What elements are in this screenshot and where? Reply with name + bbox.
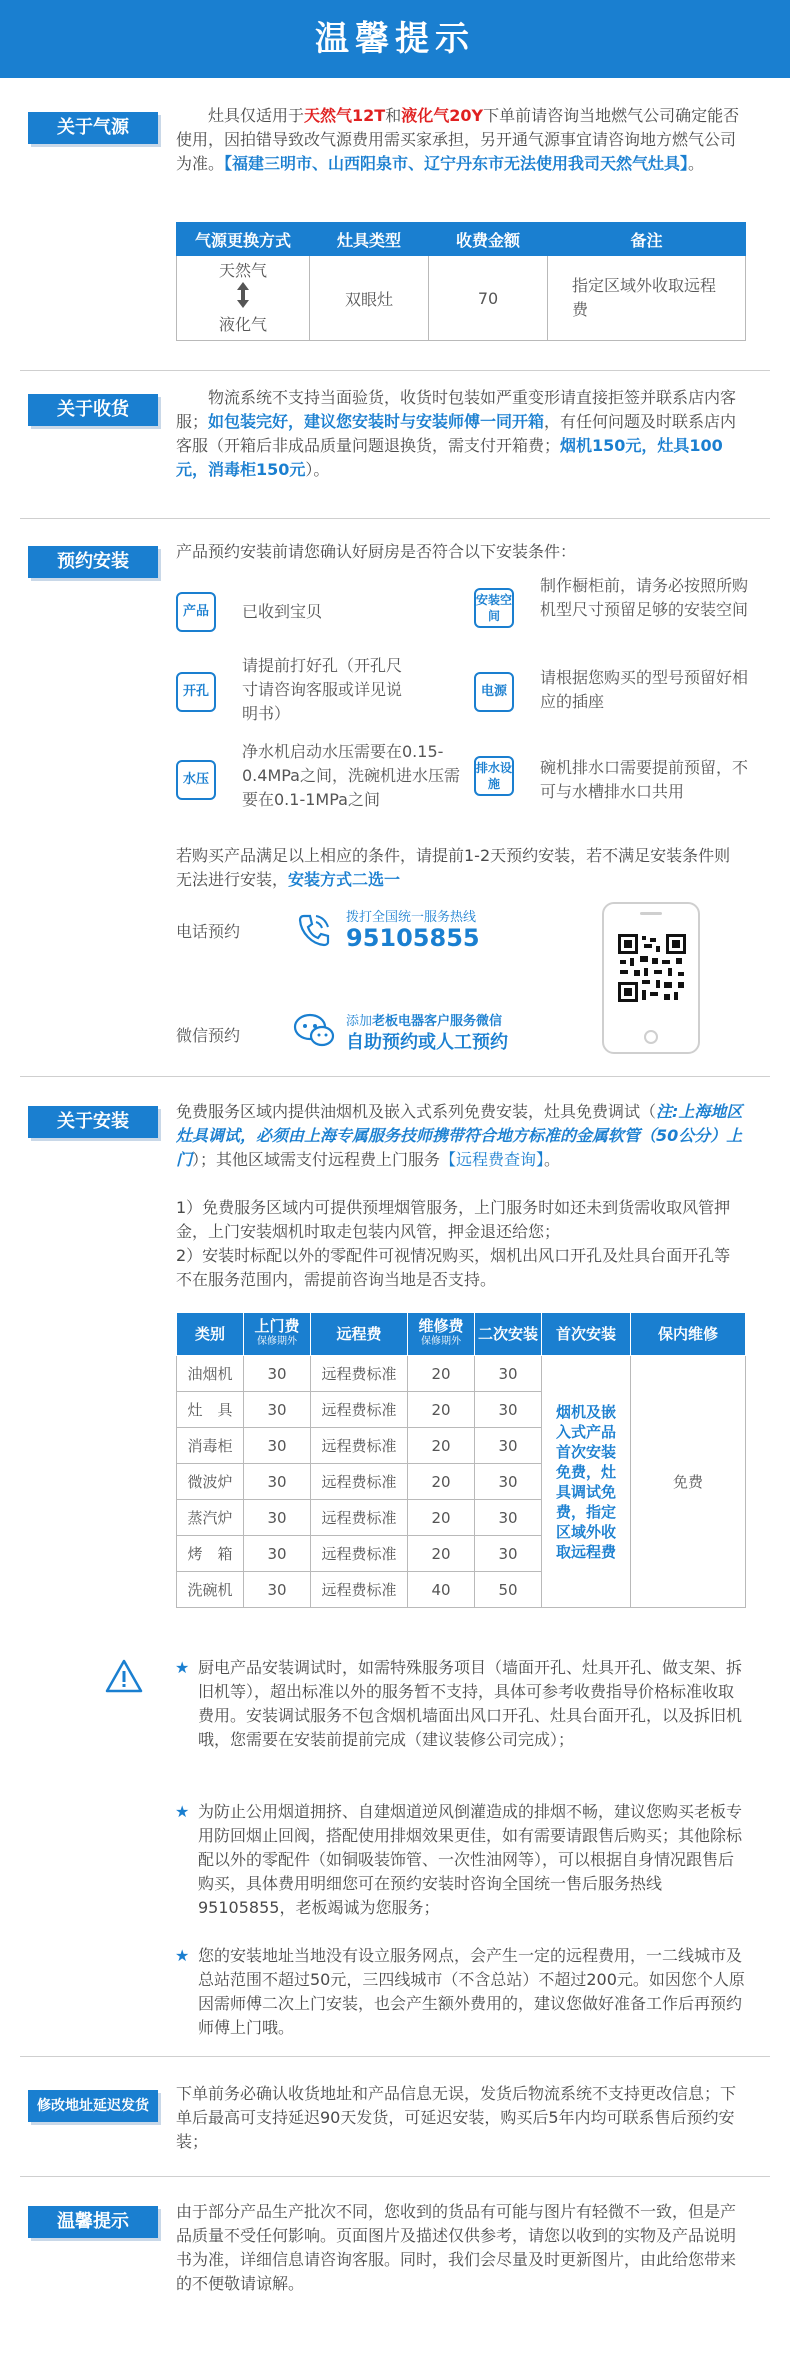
table-cell: 20 — [408, 1500, 475, 1536]
reminder-paragraph: 由于部分产品生产批次不同，您收到的货品有可能与图片有轻微不一致，但是产品质量不受任何影响。页面图片及描述仅供参考，请您以收到的实物及产品说明书为准，详细信息请咨询客服。同时，我们会尽量及时更新图片，由此给您带来的不便敬请谅解。 — [176, 2202, 737, 2293]
remote-fee-link[interactable]: 【远程费查询】 — [440, 1150, 545, 1169]
table-cell: 40 — [408, 1572, 475, 1608]
section-divider — [20, 1076, 770, 1077]
table-cell: 30 — [475, 1500, 542, 1536]
section-divider — [20, 370, 770, 371]
speaker-bar — [640, 912, 662, 915]
phone-hint: 拨打全国统一服务热线 — [346, 910, 477, 925]
warning-icon — [104, 1658, 144, 1694]
phone-number[interactable]: 95105855 — [346, 924, 480, 952]
qr-code-icon — [616, 932, 688, 1004]
table-row — [177, 1356, 746, 1392]
phone-icon — [294, 910, 334, 950]
phone-mockup — [602, 902, 700, 1054]
table-cell: 30 — [244, 1572, 311, 1608]
table-cell: 油烟机 — [177, 1356, 244, 1392]
wechat-hint: 添加老板电器客户服务微信 — [346, 1014, 503, 1029]
table-cell: 灶 具 — [177, 1392, 244, 1428]
table-cell: 30 — [244, 1392, 311, 1428]
drilling-icon: 开孔 — [176, 672, 216, 712]
gas-paragraph: 灶具仅适用于天然气12T和液化气20Y下单前请咨询当地燃气公司确定能否使用，因拍错导致改气源费用需买家承担，另开通气源事宜请咨询地方燃气公司为准。【福建三明市、山西阳泉市、辽宁丹东市无法使用我司天然气灶具】。 — [176, 106, 740, 173]
water-pressure-icon: 水压 — [176, 760, 216, 800]
table-cell: 远程费标准 — [311, 1356, 408, 1392]
table-cell: 30 — [244, 1500, 311, 1536]
table-cell: 指定区域外收取远程费 — [548, 256, 746, 341]
address-paragraph: 下单前务必确认收货地址和产品信息无误，发货后物流系统不支持更改信息；下单后最高可支持延迟90天发货，可延迟安装，购买后5年内均可联系售后预约安装； — [176, 2084, 737, 2151]
power-icon: 电源 — [474, 672, 514, 712]
table-header: 收费金额 — [429, 223, 548, 256]
wechat-booking-label: 微信预约 — [176, 1026, 241, 1045]
table-cell: 30 — [244, 1464, 311, 1500]
table-cell: 远程费标准 — [311, 1500, 408, 1536]
address-section-tag: 修改地址延迟发货 — [28, 2090, 158, 2122]
reminder-section-tag: 温馨提示 — [28, 2206, 158, 2238]
table-cell: 30 — [244, 1536, 311, 1572]
table-cell: 20 — [408, 1356, 475, 1392]
table-header: 上门费 保修期外 — [244, 1313, 311, 1356]
booking-note: 若购买产品满足以上相应的条件，请提前1-2天预约安装，若不满足安装条件则无法进行安装，安装方式二选一 — [176, 846, 731, 889]
install-note-1: 厨电产品安装调试时，如需特殊服务项目（墙面开孔、灶具开孔、做支架、拆旧机等），超出标准以外的服务暂不支持，具体可参考收费指导价格标准收取费用。安装调试服务不包含烟机墙面出风口开孔、灶具台面开孔，以及拆旧机哦，您需要在安装前提前完成（建议装修公司完成）； — [198, 1658, 743, 1749]
table-cell: 20 — [408, 1428, 475, 1464]
table-cell: 30 — [244, 1356, 311, 1392]
receive-paragraph: 物流系统不支持当面验货，收货时包装如严重变形请直接拒签并联系店内客服；如包装完好，建议您安装时与安装师傅一同开箱，有任何问题及时联系店内客服（开箱后非成品质量问题退换货，需支付开箱费；烟机150元，灶具100元，消毒柜150元）。 — [176, 388, 737, 479]
table-cell: 30 — [244, 1428, 311, 1464]
up-down-arrow-icon — [236, 282, 250, 308]
condition-text: 请提前打好孔（开孔尺寸请咨询客服或详见说明书） — [242, 656, 403, 723]
condition-text: 碗机排水口需要提前预留，不可与水槽排水口共用 — [540, 758, 749, 801]
table-cell: 20 — [408, 1392, 475, 1428]
table-cell: 洗碗机 — [177, 1572, 244, 1608]
wechat-main: 自助预约或人工预约 — [346, 1032, 508, 1053]
table-header: 备注 — [548, 223, 746, 256]
table-header: 维修费 保修期外 — [408, 1313, 475, 1356]
section-divider — [20, 2056, 770, 2057]
table-cell: 远程费标准 — [311, 1428, 408, 1464]
phone-booking-label: 电话预约 — [176, 922, 241, 941]
table-cell: 30 — [475, 1428, 542, 1464]
first-install-cell: 烟机及嵌入式产品首次安装免费，灶具调试免费，指定区域外收取远程费 — [542, 1356, 631, 1608]
table-cell: 消毒柜 — [177, 1428, 244, 1464]
table-header: 远程费 — [311, 1313, 408, 1356]
table-cell: 蒸汽炉 — [177, 1500, 244, 1536]
table-header: 保内维修 — [631, 1313, 746, 1356]
condition-text: 净水机启动水压需要在0.15-0.4MPa之间，洗碗机进水压需要在0.1-1MPa之间 — [242, 742, 460, 809]
page-title: 温馨提示 — [0, 0, 790, 78]
table-header: 气源更换方式 — [177, 223, 310, 256]
star-bullet: ★ — [175, 1802, 190, 1821]
table-cell: 30 — [475, 1464, 542, 1500]
install-paragraph-1: 免费服务区域内提供油烟机及嵌入式系列免费安装，灶具免费调试（注:上海地区灶具调试，必须由上海专属服务技师携带符合地方标准的金属软管（50公分）上门）；其他区域需支付远程费上门服务【远程费查询】。 — [176, 1102, 743, 1169]
table-cell: 30 — [475, 1392, 542, 1428]
table-header: 首次安装 — [542, 1313, 631, 1356]
table-cell: 30 — [475, 1536, 542, 1572]
install-section-tag: 关于安装 — [28, 1106, 158, 1138]
star-bullet: ★ — [175, 1946, 190, 1965]
table-cell: 远程费标准 — [311, 1536, 408, 1572]
home-button — [644, 1030, 658, 1044]
table-cell: 远程费标准 — [311, 1392, 408, 1428]
install-paragraph-3: 2）安装时标配以外的零配件可视情况购买，烟机出风口开孔及灶具台面开孔等不在服务范围内，需提前咨询当地是否支持。 — [176, 1246, 731, 1289]
booking-intro: 产品预约安装前请您确认好厨房是否符合以下安装条件： — [176, 542, 577, 561]
table-cell: 30 — [475, 1356, 542, 1392]
table-header: 灶具类型 — [310, 223, 429, 256]
service-fee-table — [176, 1312, 746, 1608]
install-note-2: 为防止公用烟道拥挤、自建烟道逆风倒灌造成的排烟不畅，建议您购买老板专用防回烟止回阀，搭配使用排烟效果更佳，如有需要请跟售后购买；其他除标配以外的零配件（如铜吸装饰管、一次性油网等），可以根据自身情况跟售后购买，具体费用明细您可在预约安装时咨询全国统一售后服务热线95105855，老板竭诚为您服务； — [198, 1802, 743, 1917]
section-divider — [20, 518, 770, 519]
booking-section-tag: 预约安装 — [28, 546, 158, 578]
gas-change-cell: 天然气 液化气 — [177, 256, 310, 341]
condition-text: 请根据您购买的型号预留好相应的插座 — [540, 668, 749, 711]
table-cell: 20 — [408, 1536, 475, 1572]
condition-text: 制作橱柜前，请务必按照所购机型尺寸预留足够的安装空间 — [540, 576, 749, 619]
warranty-cell: 免费 — [631, 1356, 746, 1608]
condition-text: 已收到宝贝 — [242, 602, 323, 621]
table-cell: 微波炉 — [177, 1464, 244, 1500]
table-cell: 50 — [475, 1572, 542, 1608]
receive-section-tag: 关于收货 — [28, 394, 158, 426]
product-icon: 产品 — [176, 592, 216, 632]
install-note-3: 您的安装地址当地没有设立服务网点，会产生一定的远程费用，一二线城市及总站范围不超过50元，三四线城市（不含总站）不超过200元。如因您个人原因需师傅二次上门安装，也会产生额外费用的，建议您做好准备工作后再预约师傅上门哦。 — [198, 1946, 745, 2037]
install-paragraph-2: 1）免费服务区域内可提供预埋烟管服务，上门服务时如还未到货需收取风管押金，上门安装烟机时取走包装内风管，押金退还给您； — [176, 1198, 731, 1241]
table-cell: 烤 箱 — [177, 1536, 244, 1572]
table-header: 二次安装 — [475, 1313, 542, 1356]
table-cell: 70 — [429, 256, 548, 341]
install-space-icon: 安装空间 — [474, 588, 514, 628]
table-cell: 20 — [408, 1464, 475, 1500]
section-divider — [20, 2176, 770, 2177]
table-cell: 远程费标准 — [311, 1572, 408, 1608]
gas-section-tag: 关于气源 — [28, 112, 158, 144]
star-bullet: ★ — [175, 1658, 190, 1677]
drainage-icon: 排水设施 — [474, 756, 514, 796]
table-cell: 双眼灶 — [310, 256, 429, 341]
table-cell: 远程费标准 — [311, 1464, 408, 1500]
table-header: 类别 — [177, 1313, 244, 1356]
gas-change-table — [176, 222, 746, 341]
wechat-icon — [292, 1010, 336, 1050]
